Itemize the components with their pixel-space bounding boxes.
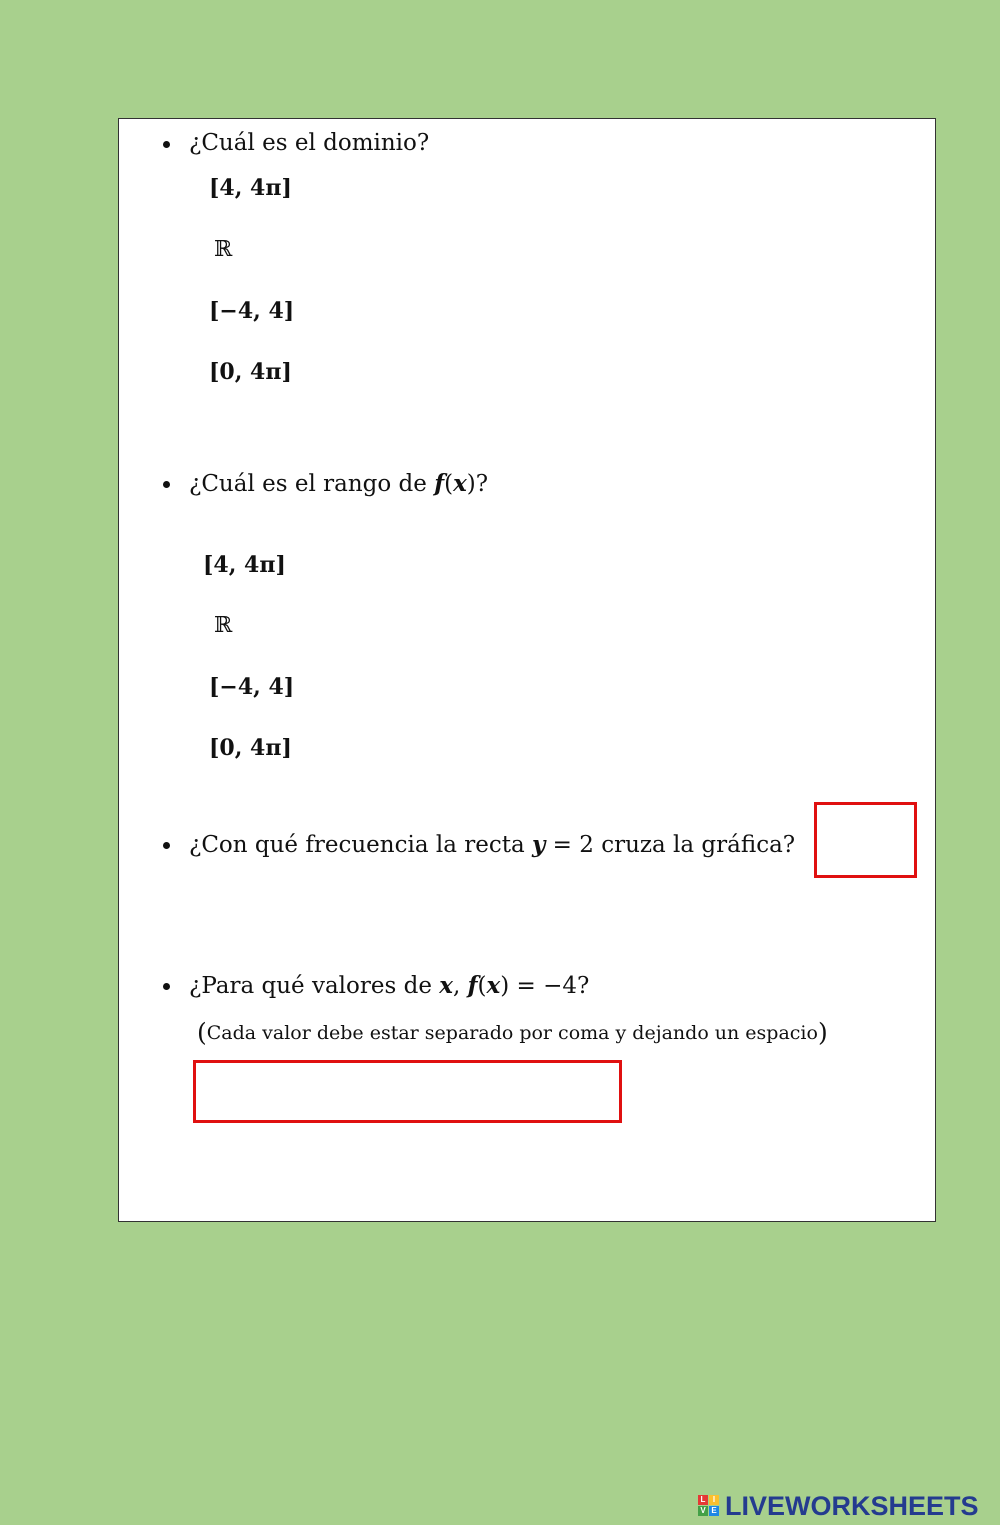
q3-answer-box [814, 802, 917, 878]
q1-option-4[interactable]: [0, 4π] [209, 359, 292, 385]
bullet-q2 [163, 481, 170, 488]
q4-instruction-note [197, 1020, 828, 1045]
q2-math-f: f [434, 470, 445, 497]
bullet-q1 [163, 141, 170, 148]
q4-text-mid: , [452, 973, 468, 999]
q2-text-suffix: )? [466, 471, 489, 497]
q2-option-3[interactable]: [−4, 4] [209, 674, 295, 700]
q4-math-x: x [439, 972, 453, 999]
q4-answer-box [193, 1060, 622, 1123]
q2-math-x: x [453, 470, 467, 497]
bullet-q4 [163, 983, 170, 990]
q4-text-suffix: ) = −4? [500, 973, 590, 999]
logo-letter-e: E [709, 1506, 719, 1516]
q3-text-suffix: = 2 cruza la gráfica? [545, 832, 796, 858]
logo-letter-i: I [709, 1495, 719, 1505]
q4-paren-open: ( [477, 973, 487, 999]
q2-text-prefix: ¿Cuál es el rango de [189, 471, 435, 497]
question-2-text [189, 472, 488, 496]
note-text: Cada valor debe estar separado por coma y dejando un espacio [206, 1022, 818, 1044]
q4-math-x2: x [486, 972, 501, 999]
question-4-text [189, 974, 589, 998]
note-paren-open: ( [197, 1018, 207, 1047]
q2-option-1[interactable]: [4, 4π] [203, 552, 286, 578]
q1-option-3[interactable]: [−4, 4] [209, 298, 295, 324]
worksheet-card [118, 118, 936, 1222]
q3-math-y: y [532, 831, 546, 858]
q3-text-prefix: ¿Con qué frecuencia la recta [189, 832, 532, 858]
q2-option-4[interactable]: [0, 4π] [209, 735, 292, 761]
liveworksheets-logo-icon [698, 1494, 722, 1518]
logo-letter-v: V [698, 1506, 708, 1516]
note-paren-close: ) [817, 1018, 828, 1047]
q1-option-1[interactable]: [4, 4π] [209, 175, 292, 201]
q2-option-2[interactable]: ℝ [214, 613, 233, 638]
liveworksheets-logo[interactable] [698, 1490, 979, 1522]
logo-letter-l: L [698, 1495, 708, 1505]
q4-answer-input[interactable] [196, 1063, 619, 1120]
question-1-text: ¿Cuál es el dominio? [189, 130, 430, 156]
q3-answer-input[interactable] [817, 805, 914, 875]
q4-text-prefix: ¿Para qué valores de [189, 973, 440, 999]
q2-paren-open: ( [444, 471, 454, 497]
liveworksheets-logo-text: LIVEWORKSHEETS [725, 1490, 979, 1521]
q1-option-2[interactable]: ℝ [214, 237, 233, 262]
q4-math-f: f [467, 972, 478, 999]
question-3-text [189, 833, 795, 857]
bullet-q3 [163, 842, 170, 849]
